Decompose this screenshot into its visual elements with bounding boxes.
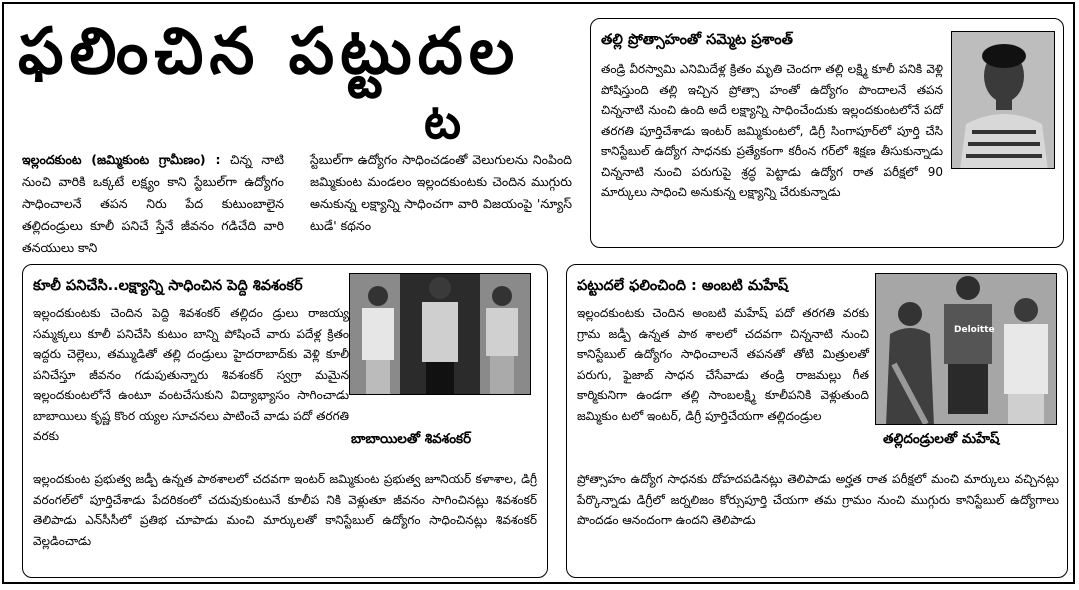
prashanth-photo (951, 31, 1055, 169)
intro-text-2: స్టేబుల్‌గా ఉద్యోగం సాధించడంతో వెలుగులను నింపింది జమ్మికుంట మండలం ఇల్లందకుంటకు చెందిన ముగ్గురు అనుకున్న లక్ష్యాన్ని సాధించగా వారి విజయంపై 'న్యూస్ టుడే' కథనం (310, 152, 572, 233)
story-mahesh-box (566, 264, 1068, 578)
shivashankar-photo-caption: బాబాయిలతో శివశంకర్ (351, 431, 472, 447)
intro-column-1 (22, 149, 284, 259)
story-shivashankar-body-top: ఇల్లందకుంటకు చెందిన పెద్ది శివశంకర్ తల్లిదం డ్రులు రాజయ్య సమ్మక్కలు కూలీ పనిచేసి కుటుం బాన్ని పోషించే వారు పదేళ్ల క్రితం ఇద్దరు చెల్లెలు, తమ్ముడితో తల్లి దండ్రులు హైదరాబాద్‌కు వెళ్లి కూలీ పనిచేస్తూ జీవనం గడుపుతున్నారు శివశంకర్ స్వగ్రా మమైన ఇల్లందకుంటలోనే ఉంటూ వంటచేసుకుని విద్యాభ్యాసం సాగించాడు బాబాయిలు కృష్ణ కొంర య్యల సూచనలు పాటించే వాడు పదో తరగతి వరకు (33, 306, 349, 443)
story-mahesh-title: పట్టుదలే ఫలించింది : అంబటి మహేష్ (577, 278, 789, 294)
newspaper-clipping (2, 2, 1075, 584)
story-shivashankar-body-bottom: ఇల్లందకుంట ప్రభుత్వ జడ్పీ ఉన్నత పాఠశాలలో చదవగా ఇంటర్ జమ్మికుంట ప్రభుత్వ జూనియర్ కళాశాల, డిగ్రీ వరంగల్‌లో పూర్తిచేశాడు పేదరికంలో చదువుకుంటునే కూలీప నికి వెళ్లుతూ జీవనం సాగించినట్లు శివశంకర్ తెలిపాడు ఎన్‌సీసీలో ప్రతిభ చూపాడు మంచి మార్కులతో కానిస్టేబుల్ ఉద్యోగం సాధించినట్లు శివశంకర్ వెల్లడించాడు (33, 472, 537, 548)
headline-tail: ట (424, 94, 462, 150)
story-shivashankar-box (22, 264, 548, 578)
intro-text-1: చిన్న నాటి నుంచి వారికి ఒక్కటే లక్ష్యం కాని స్టేబుల్‌గా ఉద్యోగం సాధించాలనే తపన నిరు పేద కుటుంబాలైన తల్లిదండ్రులు కూలీ పనిచే స్తేనే జీవనం గడిచేది వారి తనయులు కాని (22, 152, 284, 255)
intro-dateline: ఇల్లందకుంట (జమ్మికుంట గ్రామీణం) : (22, 152, 221, 167)
story-mahesh-body-top: ఇల్లందకుంటకు చెందిన అంబటి మహేష్ పదో తరగతి వరకు గ్రామ జడ్పీ ఉన్నత పాఠ శాలలో చదవగా చిన్ననాటి నుంచి కానిస్టేబుల్ ఉద్యోగం సాధించాలనే తపనతో తోటి మిత్రులతో పరుగు, ఫైజాబ్ సాధన చేసేవాడు తండ్రి రాజమల్లు గీత కార్మికునిగా ఉండగా తల్లి సాంబలక్ష్మి కూలీపనికి వెళ్లుతుంది జమ్మికుం టలో ఇంటర్, డిగ్రీ పూర్తిచేయగా తల్లిదండ్రుల (577, 306, 869, 423)
headline: ఫలించిన పట్టుదల (18, 15, 521, 89)
mahesh-photo-caption: తల్లిదండ్రులతో మహేష్ (883, 431, 1000, 447)
story-mahesh-body-bottom: ప్రోత్సాహం ఉద్యోగ సాధనకు దోహదపడినట్లు తెలిపాడు అర్హత రాత పరీక్షలో మంచి మార్కులు వచ్చినట్లు పేర్కొన్నాడు డిగ్రీలో జర్నలిజం కోర్సుపూర్తి చేయగా తమ గ్రామం నుంచి ముగ్గురు కానిస్టేబుల్ ఉద్యోగాలు పొందడం ఆనందంగా ఉందని తెలిపాడు (577, 472, 1059, 527)
intro-column-2 (310, 149, 572, 237)
shivashankar-group-image (350, 274, 531, 395)
mahesh-photo (875, 273, 1057, 425)
story-prashanth-body: తండ్రి వీరస్వామి ఎనిమిదేళ్ల క్రితం మృతి చెందగా తల్లి లక్ష్మి కూలీ పనికి వెళ్లి పోషిస్తుంది తల్లి ఇచ్చిన ప్రోత్సా హంతో ఉద్యోగం పొందాలనే తపన చిన్ననాటి నుంచి ఉంది అదే లక్ష్యాన్ని సాధించేందుకు ఇల్లందకుంటలోనే పదో తరగతి పూర్తిచేశాడు ఇంటర్ జమ్మికుంటలో, డిగ్రీ సింగాపూర్‌లో పూర్తి చేసి కానిస్టేబుల్ ఉద్యోగ సాధనకు ప్రత్యేకంగా కరీంన గర్‌లో శిక్షణ తీసుకున్నాడు చిన్ననాటి నుంచి పరుగుపై శ్రద్ధ పెట్టాడు ఉద్యోగ రాత పరీక్షలో 90 మార్కులు సాధించి అనుకున్న లక్ష్యాన్ని చేరుకున్నాడు (601, 62, 943, 199)
story-prashanth-title: తల్లి ప్రోత్సాహంతో సమ్మెట ప్రశాంత్ (601, 32, 793, 48)
prashanth-portrait-image (952, 32, 1055, 169)
mahesh-family-image (876, 274, 1057, 425)
shirt-logo-text: Deloitte (954, 325, 995, 335)
story-shivashankar-title: కూలీ పనిచేసి..లక్ష్యాన్ని సాధించిన పెద్ది శివశంకర్ (33, 278, 303, 294)
story-prashanth-box (590, 18, 1064, 248)
shivashankar-photo (349, 273, 531, 395)
